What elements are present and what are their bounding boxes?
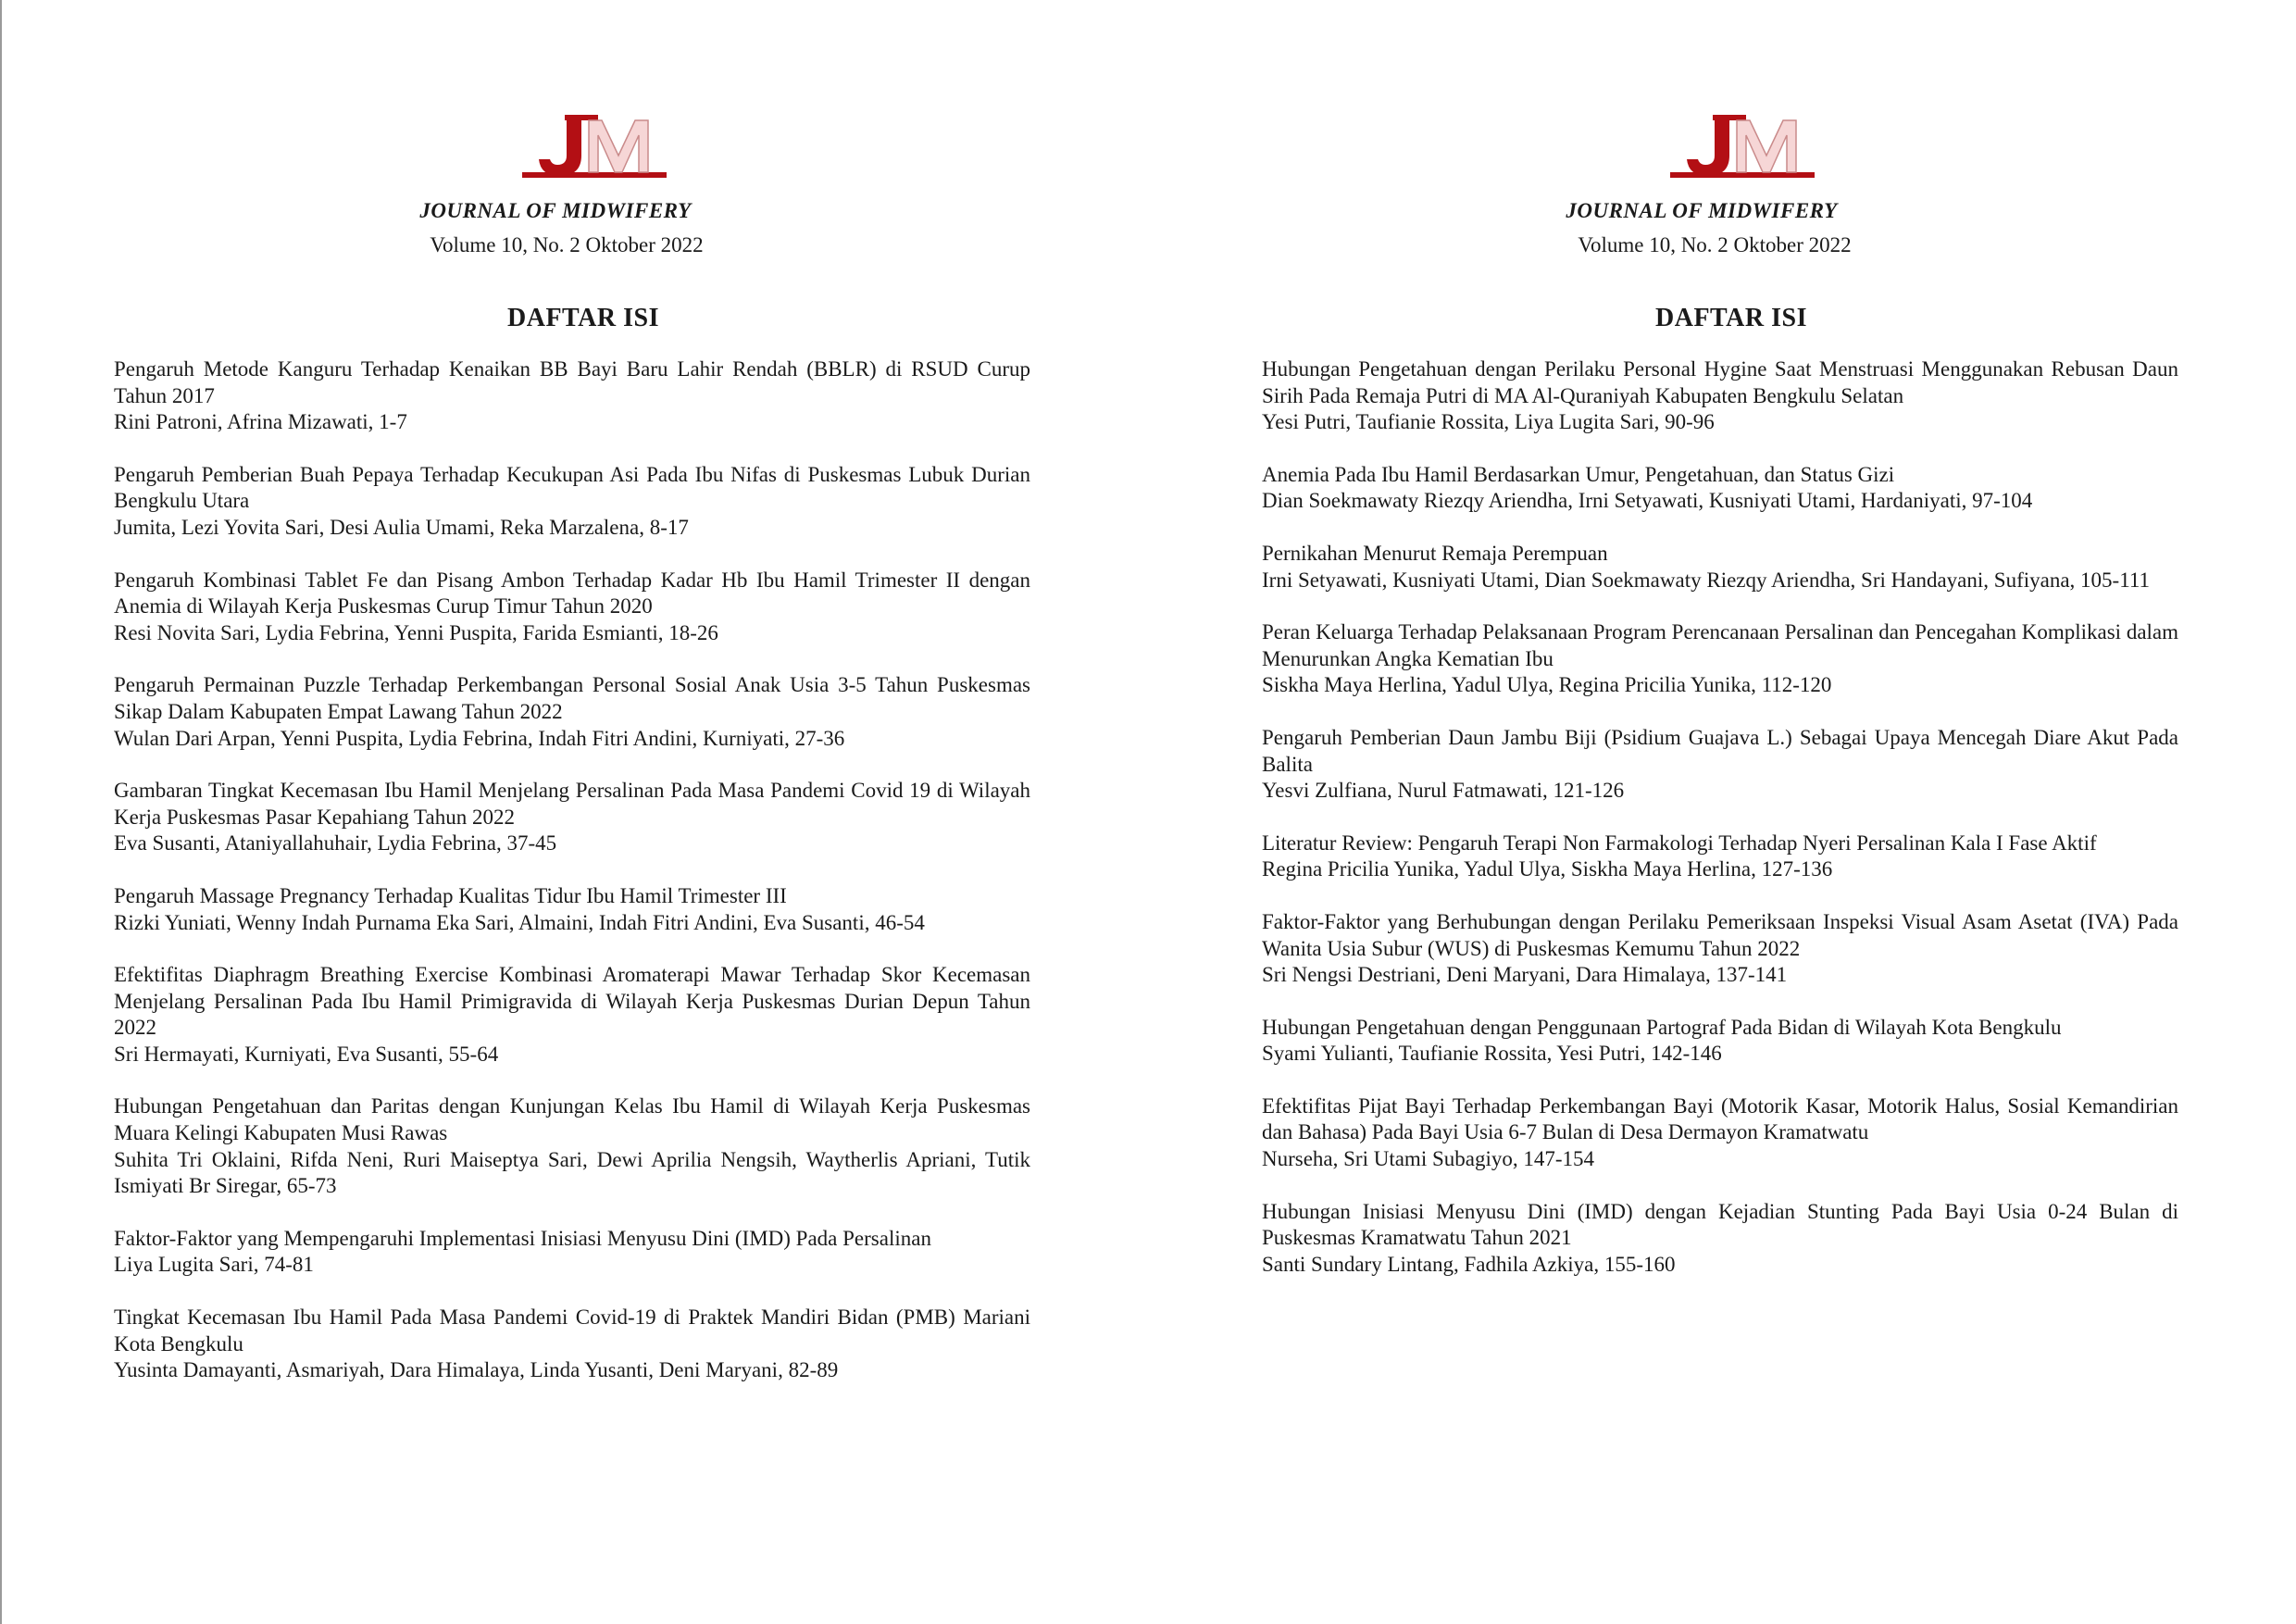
toc-entry[interactable]: [1262, 619, 2178, 699]
toc-entry[interactable]: [1262, 1199, 2178, 1279]
toc-entry[interactable]: [1262, 725, 2178, 805]
article-authors: Resi Novita Sari, Lydia Febrina, Yenni Puspita, Farida Esmianti, 18-26: [114, 620, 718, 644]
article-authors: Yesvi Zulfiana, Nurul Fatmawati, 121-126: [1262, 779, 1625, 803]
article-title[interactable]: Anemia Pada Ibu Hamil Berdasarkan Umur, Pengetahuan, dan Status Gizi: [1262, 462, 1895, 486]
article-title[interactable]: Pernikahan Menurut Remaja Perempuan: [1262, 541, 1608, 565]
article-title[interactable]: Hubungan Pengetahuan dengan Perilaku Personal Hygine Saat Menstruasi Menggunakan Rebusan Daun Sirih Pada Remaja Putri di MA Al-Quraniyah Kabupaten Bengkulu Selatan: [1262, 357, 2178, 407]
article-authors: Yesi Putri, Taufianie Rossita, Liya Lugita Sari, 90-96: [1262, 410, 1715, 434]
toc-entry[interactable]: [1262, 356, 2178, 436]
article-title[interactable]: Pengaruh Permainan Puzzle Terhadap Perkembangan Personal Sosial Anak Usia 3-5 Tahun Puskesmas Sikap Dalam Kabupaten Empat Lawang Tahun 2022: [114, 673, 1030, 723]
article-title[interactable]: Peran Keluarga Terhadap Pelaksanaan Program Perencanaan Persalinan dan Pencegahan Komplikasi dalam Menurunkan Angka Kematian Ibu: [1262, 620, 2179, 670]
jm-logo-mark: [509, 107, 667, 181]
article-authors: Sri Nengsi Destriani, Deni Maryani, Dara Himalaya, 137-141: [1262, 963, 1788, 987]
article-title[interactable]: Hubungan Pengetahuan dengan Penggunaan Partograf Pada Bidan di Wilayah Kota Bengkulu: [1262, 1015, 2062, 1039]
journal-logo: [1657, 107, 1815, 181]
toc-entry[interactable]: [114, 568, 1030, 647]
article-authors: Siskha Maya Herlina, Yadul Ulya, Regina Pricilia Yunika, 112-120: [1262, 673, 1832, 697]
toc-entry[interactable]: [114, 1305, 1030, 1384]
toc-entry[interactable]: [114, 462, 1030, 542]
journal-title: JOURNAL OF MIDWIFERY: [1566, 199, 1838, 222]
article-authors: Irni Setyawati, Kusniyati Utami, Dian Soekmawaty Riezqy Ariendha, Sri Handayani, Sufiyana, 105-111: [1262, 568, 2150, 592]
toc-entry[interactable]: [114, 672, 1030, 752]
article-title[interactable]: Pengaruh Pemberian Buah Pepaya Terhadap Kecukupan Asi Pada Ibu Nifas di Puskesmas Lubuk Durian Bengkulu Utara: [114, 462, 1030, 513]
article-authors: Jumita, Lezi Yovita Sari, Desi Aulia Umami, Reka Marzalena, 8-17: [114, 515, 689, 539]
toc-entry[interactable]: [1262, 831, 2178, 883]
toc-heading: DAFTAR ISI: [507, 304, 659, 332]
article-title[interactable]: Pengaruh Kombinasi Tablet Fe dan Pisang Ambon Terhadap Kadar Hb Ibu Hamil Trimester II dengan Anemia di Wilayah Kerja Puskesmas Curup Timur Tahun 2020: [114, 568, 1030, 618]
article-authors: Rini Patroni, Afrina Mizawati, 1-7: [114, 410, 407, 434]
journal-title: JOURNAL OF MIDWIFERY: [419, 199, 692, 222]
journal-issue: Volume 10, No. 2 Oktober 2022: [430, 233, 704, 256]
article-title[interactable]: Efektifitas Diaphragm Breathing Exercise Kombinasi Aromaterapi Mawar Terhadap Skor Kecemasan Menjelang Persalinan Pada Ibu Hamil Primigravida di Wilayah Kerja Puskesmas Durian Depun Tahun 2022: [114, 963, 1030, 1040]
article-title[interactable]: Hubungan Pengetahuan dan Paritas dengan Kunjungan Kelas Ibu Hamil di Wilayah Kerja Puskesmas Muara Kelingi Kabupaten Musi Rawas: [114, 1094, 1030, 1145]
toc-entry[interactable]: [114, 778, 1030, 857]
toc-entry[interactable]: [1262, 1015, 2178, 1068]
article-authors: Rizki Yuniati, Wenny Indah Purnama Eka Sari, Almaini, Indah Fitri Andini, Eva Susanti, 46-54: [114, 910, 925, 934]
toc-entry[interactable]: [114, 356, 1030, 436]
article-title[interactable]: Literatur Review: Pengaruh Terapi Non Farmakologi Terhadap Nyeri Persalinan Kala I Fase Aktif: [1262, 831, 2097, 855]
article-title[interactable]: Tingkat Kecemasan Ibu Hamil Pada Masa Pandemi Covid-19 di Praktek Mandiri Bidan (PMB) Mariani Kota Bengkulu: [114, 1305, 1030, 1355]
article-authors: Sri Hermayati, Kurniyati, Eva Susanti, 55-64: [114, 1042, 499, 1066]
jm-logo-mark: [1657, 107, 1815, 181]
toc-list: [1262, 356, 2178, 1278]
article-title[interactable]: Pengaruh Massage Pregnancy Terhadap Kualitas Tidur Ibu Hamil Trimester III: [114, 883, 787, 907]
article-authors: Regina Pricilia Yunika, Yadul Ulya, Siskha Maya Herlina, 127-136: [1262, 857, 1833, 881]
journal-logo: [509, 107, 667, 181]
article-title[interactable]: Faktor-Faktor yang Berhubungan dengan Perilaku Pemeriksaan Inspeksi Visual Asam Asetat (IVA) Pada Wanita Usia Subur (WUS) di Puskesmas Kemumu Tahun 2022: [1262, 909, 2178, 960]
toc-entry[interactable]: [114, 1226, 1030, 1279]
article-authors: Syami Yulianti, Taufianie Rossita, Yesi Putri, 142-146: [1262, 1042, 1722, 1066]
article-title[interactable]: Efektifitas Pijat Bayi Terhadap Perkembangan Bayi (Motorik Kasar, Motorik Halus, Sosial Kemandirian dan Bahasa) Pada Bayi Usia 6-7 Bulan di Desa Dermayon Kramatwatu: [1262, 1093, 2178, 1144]
article-authors: Dian Soekmawaty Riezqy Ariendha, Irni Setyawati, Kusniyati Utami, Hardaniyati, 97-104: [1262, 489, 2033, 513]
toc-heading: DAFTAR ISI: [1655, 304, 1807, 332]
page-right: [1148, 0, 2296, 1624]
article-title[interactable]: Pengaruh Metode Kanguru Terhadap Kenaikan BB Bayi Baru Lahir Rendah (BBLR) di RSUD Curup Tahun 2017: [114, 357, 1030, 407]
toc-entry[interactable]: [114, 962, 1030, 1068]
article-authors: Nurseha, Sri Utami Subagiyo, 147-154: [1262, 1147, 1595, 1171]
article-title[interactable]: Gambaran Tingkat Kecemasan Ibu Hamil Menjelang Persalinan Pada Masa Pandemi Covid 19 di Wilayah Kerja Puskesmas Pasar Kepahiang Tahun 2022: [114, 779, 1030, 829]
article-authors: Yusinta Damayanti, Asmariyah, Dara Himalaya, Linda Yusanti, Deni Maryani, 82-89: [114, 1358, 839, 1382]
article-title[interactable]: Hubungan Inisiasi Menyusu Dini (IMD) dengan Kejadian Stunting Pada Bayi Usia 0-24 Bulan di Puskesmas Kramatwatu Tahun 2021: [1262, 1199, 2178, 1250]
article-authors: Wulan Dari Arpan, Yenni Puspita, Lydia Febrina, Indah Fitri Andini, Kurniyati, 27-36: [114, 726, 845, 750]
toc-entry[interactable]: [1262, 909, 2178, 989]
toc-entry[interactable]: [114, 1093, 1030, 1199]
article-authors: Suhita Tri Oklaini, Rifda Neni, Ruri Maiseptya Sari, Dewi Aprilia Nengsih, Waytherlis Apriani, Tutik Ismiyati Br Siregar, 65-73: [114, 1147, 1030, 1198]
article-title[interactable]: Pengaruh Pemberian Daun Jambu Biji (Psidium Guajava L.) Sebagai Upaya Mencegah Diare Akut Pada Balita: [1262, 725, 2178, 776]
journal-issue: Volume 10, No. 2 Oktober 2022: [1578, 233, 1852, 256]
article-authors: Eva Susanti, Ataniyallahuhair, Lydia Febrina, 37-45: [114, 831, 557, 856]
article-authors: Liya Lugita Sari, 74-81: [114, 1253, 314, 1277]
toc-entry[interactable]: [1262, 541, 2178, 593]
article-title[interactable]: Faktor-Faktor yang Mempengaruhi Implementasi Inisiasi Menyusu Dini (IMD) Pada Persalinan: [114, 1226, 931, 1250]
article-authors: Santi Sundary Lintang, Fadhila Azkiya, 155-160: [1262, 1252, 1676, 1276]
toc-entry[interactable]: [114, 883, 1030, 936]
toc-list: [114, 356, 1030, 1384]
toc-entry[interactable]: [1262, 462, 2178, 515]
toc-entry[interactable]: [1262, 1093, 2178, 1173]
